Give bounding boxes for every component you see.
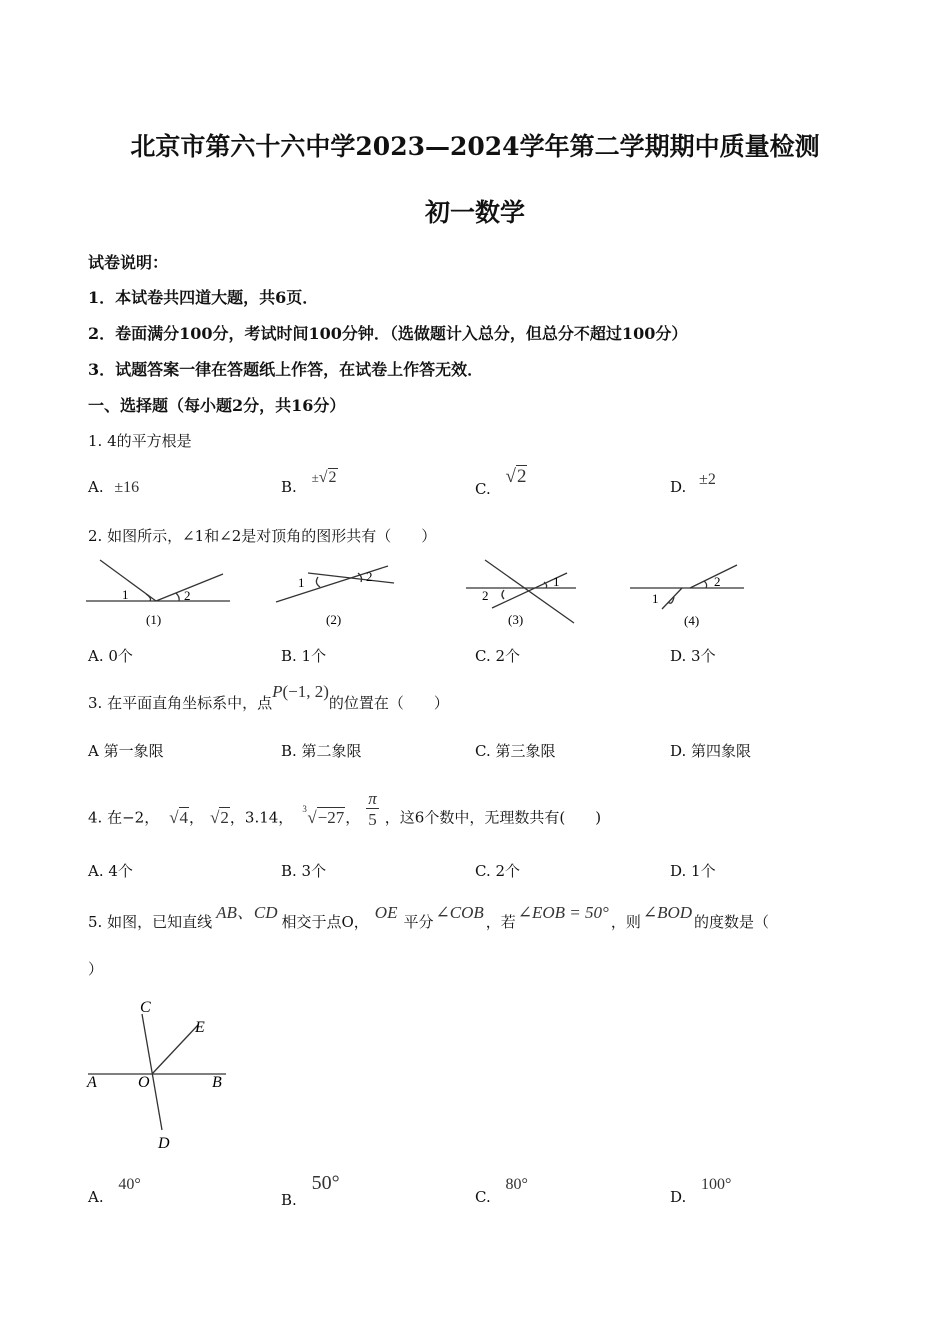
q1-option-c[interactable] [475,466,527,498]
point-b-label: B [212,1074,222,1091]
option-label: A. [88,478,104,496]
point-d-label: D [158,1135,170,1152]
option-label: D. [670,1188,687,1206]
question-2-stem: 2. 如图所示，∠1和∠2是对顶角的图形共有（ ） [88,527,437,545]
instructions-heading: 试卷说明： [88,253,169,272]
q4-option-d[interactable]: D. 1个 [670,862,716,880]
instruction-item: 2．卷面满分100分，考试时间100分钟．（选做题计入总分，但总分不超过100分） [88,324,688,343]
point-name: P [272,682,283,701]
q3-option-b[interactable]: B. 第二象限 [281,742,362,760]
option-value: ±16 [114,479,140,496]
q5-option-a[interactable] [88,1175,141,1206]
angle-label-2: 2 [184,588,191,603]
option-label: B. [281,478,297,496]
stem-text: 4. 在−2， [88,808,160,827]
angle-label-2: 2 [482,588,489,603]
question-3-stem [88,682,449,713]
separator: ， [189,808,205,827]
radicand: 2 [328,469,337,486]
radicand: 4 [179,807,189,827]
angle-label-1: 1 [553,574,560,589]
question-5-stem [88,903,770,932]
point-e-label: E [195,1019,205,1036]
figure-3-caption: (3) [508,612,524,627]
figure-1 [86,560,230,601]
question-4-stem [88,789,602,837]
option-value: 50° [311,1172,340,1194]
stem-text: 3. 在平面直角坐标系中，点 [88,694,273,712]
angle-label-1: 1 [298,575,305,590]
q5-option-b[interactable] [281,1172,340,1209]
q4-option-a[interactable]: A. 4个 [88,862,133,880]
q5-option-d[interactable] [670,1175,732,1206]
stem-text: ，若 [485,913,516,931]
figure-4 [630,565,744,609]
option-label: D. [670,478,687,496]
option-value: 40° [118,1176,141,1193]
q3-option-d[interactable]: D. 第四象限 [670,742,752,760]
stem-text: ，则 [610,913,641,931]
angle-label-1: 1 [652,591,659,606]
q2-option-b[interactable]: B. 1个 [281,647,327,665]
q5-figure [80,992,240,1152]
stem-text: 的位置在（ ） [328,694,449,712]
point-o-label: O [138,1074,150,1091]
radicand: −27 [317,807,345,827]
math-ray: OE [374,903,398,922]
q4-option-b[interactable]: B. 3个 [281,862,327,880]
radicand: 2 [516,466,527,487]
q1-option-d[interactable] [670,470,716,496]
separator: ， [345,808,361,827]
math-condition: ∠EOB = 50° [517,903,609,922]
q2-option-a[interactable]: A. 0个 [88,647,133,665]
q4-option-c[interactable]: C. 2个 [475,862,521,880]
q3-option-c[interactable]: C. 第三象限 [475,742,556,760]
ray-oe [152,1025,198,1074]
stem-text: 平分 [403,913,434,931]
figure-2 [276,566,394,602]
section-heading: 一、选择题（每小题2分，共16分） [88,396,346,415]
plus-minus-sign: ± [311,470,319,485]
q5-option-c[interactable] [475,1175,528,1206]
option-label: B. [281,1191,297,1209]
q1-option-b[interactable] [281,468,338,496]
stem-text: 5. 如图，已知直线 [88,913,213,931]
option-value: ±2 [699,471,716,488]
figure-2-caption: (2) [326,612,342,627]
stem-text: ，这6个数中，无理数共有( ) [384,808,602,827]
sqrt-icon: √2 [210,807,229,827]
point-c-label: C [140,999,151,1016]
question-5-close: ） [88,960,104,978]
q2-figures [80,553,760,633]
cube-root-icon: 3 √−27 [302,803,345,827]
instruction-item: 1．本试卷共四道大题，共6页． [88,288,319,307]
math-lines: AB、CD [216,903,278,922]
math-angle: ∠COB [435,903,484,922]
angle-label-2: 2 [714,574,721,589]
point-a-label: A [87,1074,97,1091]
option-value: 80° [505,1176,528,1193]
point-coordinates: (−1, 2) [282,682,329,701]
pi-fraction [366,789,379,837]
sqrt-icon: √2 [505,466,527,487]
option-label: C. [475,480,491,498]
page-title: 北京市第六十六中学2023—2024学年第二学期期中质量检测 [130,132,820,161]
stem-text: 的度数是（ [694,913,770,931]
denominator: 5 [368,810,377,829]
q2-option-d[interactable]: D. 3个 [670,647,716,665]
angle-label-1: 1 [122,587,129,602]
angle-label-2: 2 [366,569,373,584]
q2-option-c[interactable]: C. 2个 [475,647,521,665]
stem-text: 相交于点O， [281,913,369,931]
page-subtitle: 初一数学 [424,198,525,227]
instruction-item: 3．试题答案一律在答题纸上作答，在试卷上作答无效． [88,360,484,379]
figure-4-caption: (4) [684,613,700,628]
option-value: 100° [701,1176,732,1193]
option-label: C. [475,1188,491,1206]
sqrt-icon: √4 [169,807,189,827]
root-index: 3 [302,803,307,814]
stem-text: ，3.14， [229,808,294,827]
question-1-stem: 1. 4的平方根是 [88,432,192,450]
math-angle: ∠BOD [642,903,693,922]
q1-option-a[interactable] [88,478,139,497]
option-label: A. [88,1188,104,1206]
q3-option-a[interactable]: A 第一象限 [88,742,164,760]
line-cd [142,1014,162,1130]
sqrt-icon: √2 [318,469,337,486]
radicand: 2 [220,807,229,827]
figure-1-caption: (1) [146,612,162,627]
numerator: π [368,789,377,808]
